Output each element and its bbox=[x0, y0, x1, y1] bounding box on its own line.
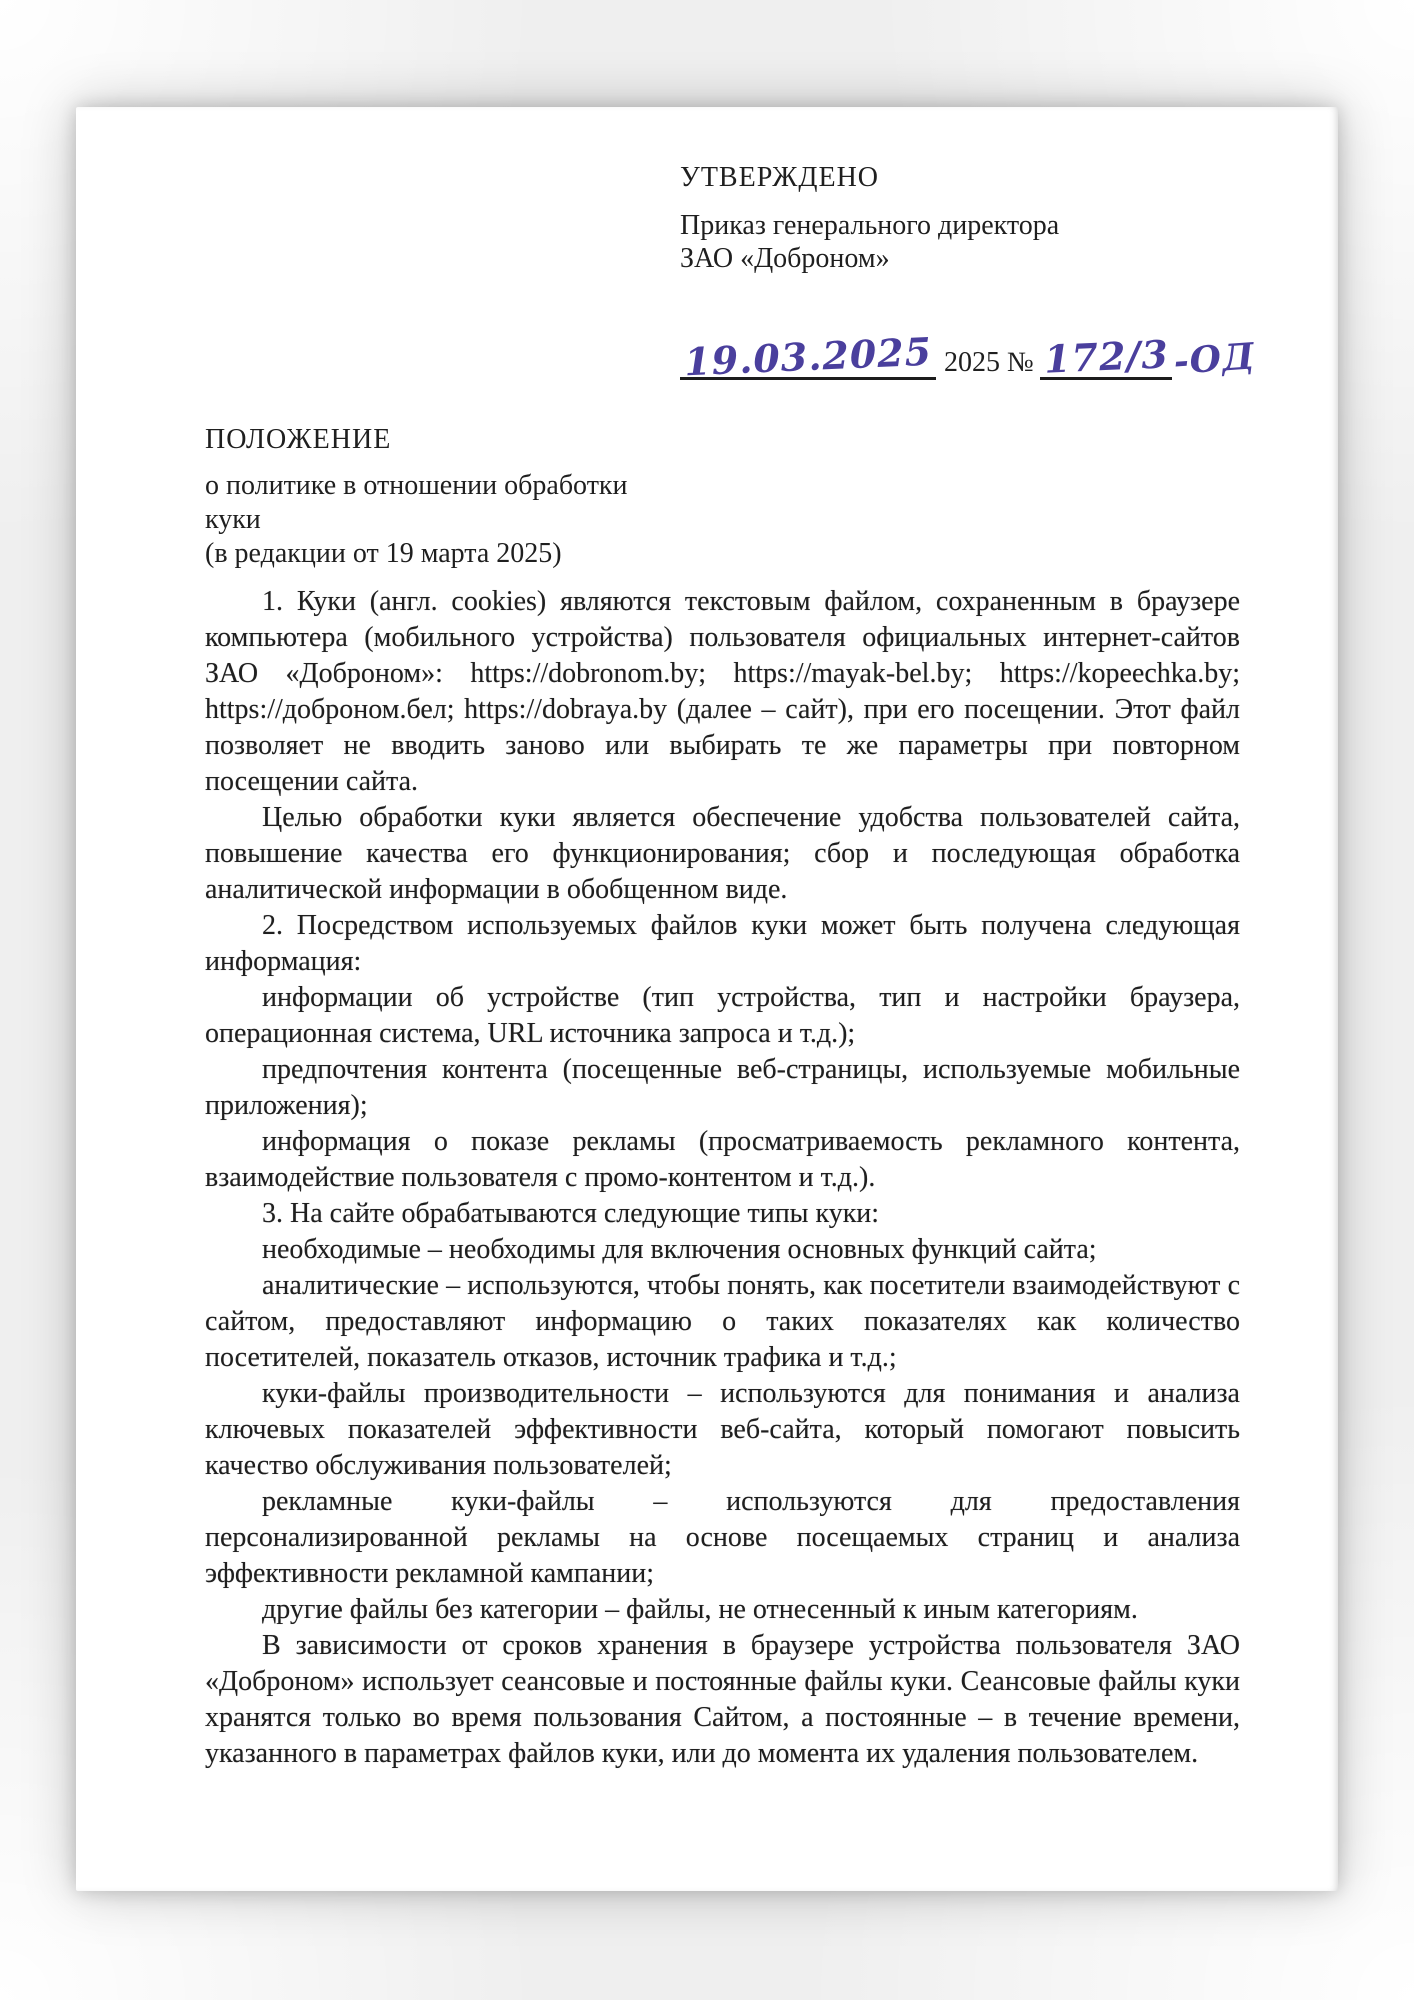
approval-block bbox=[680, 161, 1300, 385]
document-title: ПОЛОЖЕНИЕ bbox=[205, 424, 392, 455]
paragraph-8: необходимые – необходимы для включения основных функций сайта; bbox=[262, 1234, 1097, 1265]
paragraph-13: В зависимости от сроков хранения в браузере устройства пользователя ЗАО «Доброном» использует сеансовые и постоянные файлы куки. Сеансовые файлы куки хранятся только во время пользования Сайтом, а постоянные – в течение времени, указанного в параметрах файлов куки, или до момента их удаления пользователем. bbox=[205, 1630, 1240, 1769]
title-subject-line-1: о политике в отношении обработки bbox=[205, 470, 628, 501]
title-revision-note: (в редакции от 19 марта 2025) bbox=[205, 538, 562, 569]
paragraph-7: 3. На сайте обрабатываются следующие типы куки: bbox=[262, 1198, 880, 1229]
document-page bbox=[76, 107, 1338, 1891]
approval-stamp-label: УТВЕРЖДЕНО bbox=[680, 162, 880, 193]
handwritten-order-number: 172/3 bbox=[1042, 331, 1170, 382]
handwritten-date: 19.03.2025 bbox=[683, 328, 933, 385]
title-block bbox=[205, 423, 905, 571]
document-body bbox=[205, 584, 1240, 1772]
paragraph-10: куки-файлы производительности – используются для понимания и анализа ключевых показателей эффективности веб-сайта, который помогают повысить качество обслуживания пользователей; bbox=[205, 1378, 1240, 1481]
handwritten-order-suffix: -ОД bbox=[1172, 335, 1257, 383]
paragraph-6: информация о показе рекламы (просматриваемость рекламного контента, взаимодействие пользователя с промо-контентом и т.д.). bbox=[205, 1126, 1240, 1193]
paragraph-12: другие файлы без категории – файлы, не отнесенный к иным категориям. bbox=[262, 1594, 1138, 1625]
paragraph-4: информации об устройстве (тип устройства, тип и настройки браузера, операционная система, URL источника запроса и т.д.); bbox=[205, 982, 1240, 1049]
paragraph-5: предпочтения контента (посещенные веб-страницы, используемые мобильные приложения); bbox=[205, 1054, 1240, 1121]
title-subject-line-2: куки bbox=[205, 504, 261, 535]
paragraph-9: аналитические – используются, чтобы понять, как посетители взаимодействуют с сайтом, предоставляют информацию о таких показателях как количество посетителей, показатель отказов, источник трафика и т.д.; bbox=[205, 1270, 1240, 1373]
paragraph-3: 2. Посредством используемых файлов куки может быть получена следующая информация: bbox=[205, 910, 1240, 977]
order-number-underline bbox=[1040, 331, 1173, 382]
paragraph-11: рекламные куки-файлы – используются для предоставления персонализированной рекламы на основе посещаемых страниц и анализа эффективности рекламной кампании; bbox=[205, 1486, 1240, 1589]
printed-year-number-label: 2025 № bbox=[943, 347, 1034, 378]
order-reference-line-2: ЗАО «Доброном» bbox=[680, 243, 890, 274]
paragraph-1: 1. Куки (англ. cookies) являются текстовым файлом, сохраненным в браузере компьютера (мобильного устройства) пользователя официальных интернет-сайтов ЗАО «Доброном»: https://dobronom.by; https://mayak-bel.by; https://kopeechka.by; https://доброном.бел; https://dobraya.by (далее – сайт), при его посещении. Этот файл позволяет не вводить заново или выбирать те же параметры при повторном посещении сайта. bbox=[205, 586, 1240, 797]
order-reference-line-1: Приказ генерального директора bbox=[680, 210, 1060, 241]
date-underline bbox=[680, 328, 936, 385]
order-date-row bbox=[680, 328, 1300, 385]
paragraph-2: Целью обработки куки является обеспечение удобства пользователей сайта, повышение качества его функционирования; сбор и последующая обработка аналитической информации в обобщенном виде. bbox=[205, 802, 1240, 905]
